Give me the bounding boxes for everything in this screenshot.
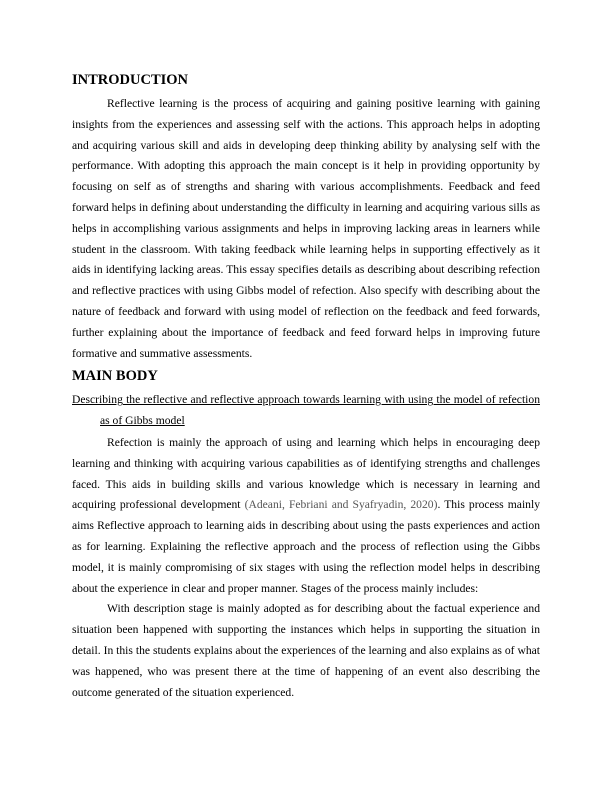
- citation: (Adeani, Febriani and Syafryadin, 2020): [244, 498, 438, 512]
- reflection-paragraph-text-end: . This process mainly aims Reflective approach to learning aids in describing about using the pasts experiences and action as for learning. Explaining the reflective approach and the process of reflection using the Gibbs model, it is mainly compromising of six stages with using the reflection model helps in describing about the experience in clear and proper manner. Stages of the process mainly includes:: [72, 498, 540, 595]
- introduction-paragraph: Reflective learning is the process of acquiring and gaining positive learning with gaining insights from the experiences and assessing self with the actions. This approach helps in adopting and acquiring various skill and aids in developing deep thinking ability by analysing self with the performance. With adopting this approach the main concept is it help in providing opportunity by focusing on self as of strengths and sharing with various accomplishments. Feedback and feed forward helps in defining about understanding the difficulty in learning and acquiring various sills as helps in accomplishing various assignments and helps in improving lacking areas in learners while student in the classroom. With taking feedback while learning helps in supporting effectively as it aids in identifying lacking areas. This essay specifies details as describing about describing refection and reflective practices with using Gibbs model of refection. Also specify with describing about the nature of feedback and forward with using model of reflection on the feedback and feed forwards, further explaining about the importance of feedback and feed forward helps in improving future formative and summative assessments.: [72, 97, 540, 360]
- reflection-paragraph: [72, 433, 540, 599]
- main-body-heading: MAIN BODY: [72, 368, 158, 385]
- reflection-paragraph-text-start: Refection is mainly the approach of using and learning which helps in encouraging deep learning and thinking with acquiring various capabilities as of identifying strengths and challenges faced. This aids in building skills and various knowledge which is necessary in learning and acquiring professional development: [72, 435, 540, 512]
- section-subheading: Describing the reflective and reflective approach towards learning with using the model of refection as of Gibbs model: [72, 393, 540, 428]
- document-page: [72, 70, 540, 703]
- description-stage-paragraph: With description stage is mainly adopted as for describing about the factual experience and situation been happened with supporting the instances which helps in supporting the situation in detail. In this the students explains about the experiences of the learning and also explains as of what was happened, who was present there at the time of happening of an event also describing the outcome generated of the situation experienced.: [72, 602, 540, 699]
- introduction-heading: INTRODUCTION: [72, 72, 189, 88]
